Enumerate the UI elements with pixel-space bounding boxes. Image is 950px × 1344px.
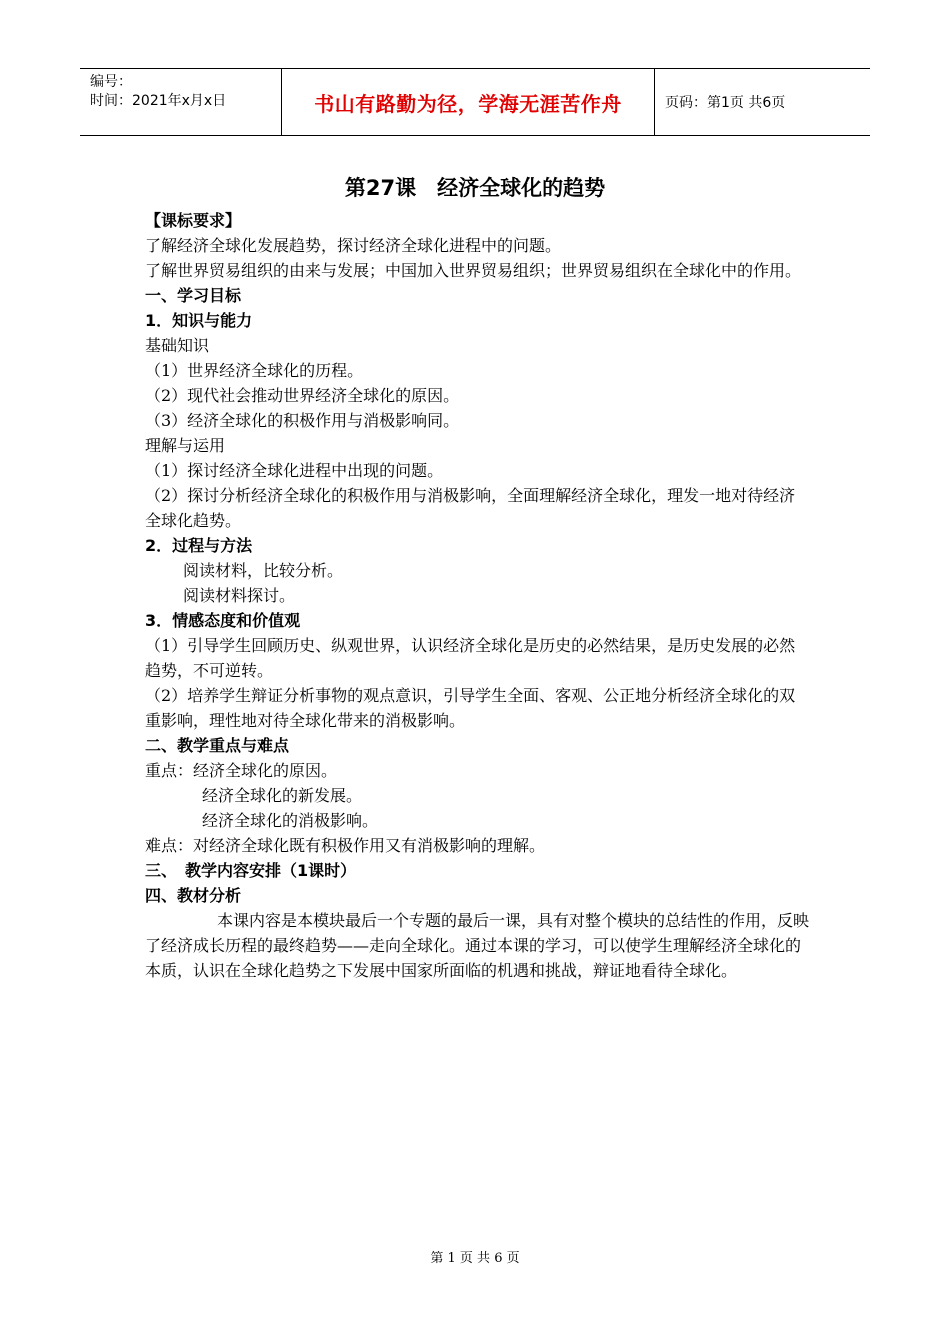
header-table [80,68,870,136]
list-item: （2）现代社会推动世界经济全球化的原因。 [145,386,460,405]
key-point: 经济全球化的消极影响。 [202,811,379,830]
page-title: 第27课 经济全球化的趋势 [344,176,606,200]
list-item: （2）培养学生辩证分析事物的观点意识，引导学生全面、客观、公正地分析经济全球化的双重影响，理性地对待全球化带来的消极影响。 [145,686,796,730]
section-heading: 三、 教学内容安排（1课时） [145,861,357,880]
list-item: （1）世界经济全球化的历程。 [145,361,364,380]
header-motto-cell [281,69,655,135]
section-heading: 四、教材分析 [145,886,242,905]
section-heading: 二、教学重点与难点 [145,736,290,755]
list-item: 阅读材料探讨。 [183,586,296,605]
list-item: 阅读材料，比较分析。 [183,561,344,580]
curriculum-item: 了解世界贸易组织的由来与发展；中国加入世界贸易组织；世界贸易组织在全球化中的作用。 [145,261,802,280]
category-label: 理解与运用 [145,436,226,455]
difficulty-point: 难点：对经济全球化既有积极作用又有消极影响的理解。 [145,836,546,855]
motto: 书山有路勤为径，学海无涯苦作舟 [314,91,622,116]
analysis-paragraph: 本课内容是本模块最后一个专题的最后一课，具有对整个模块的总结性的作用，反映了经济成长历程的最终趋势——走向全球化。通过本课的学习，可以使学生理解经济全球化的本质，认识在全球化趋势之下发展中国家所面临的机遇和挑战，辩证地看待全球化。 [145,911,810,980]
time-label: 时间：2021年x月x日 [90,93,227,109]
list-item: （3）经济全球化的积极作用与消极影响同。 [145,411,460,430]
curriculum-item: 了解经济全球化发展趋势，探讨经济全球化进程中的问题。 [145,236,562,255]
section-heading: 一、学习目标 [145,286,242,305]
subsection-heading: 1．知识与能力 [145,311,253,330]
category-label: 基础知识 [145,336,210,355]
key-point: 重点：经济全球化的原因。 [145,761,338,780]
page-footer: 第 1 页 共 6 页 [430,1251,520,1266]
subsection-heading: 2．过程与方法 [145,536,253,555]
header-meta [80,69,281,135]
document-body [145,208,810,983]
list-item: （2）探讨分析经济全球化的积极作用与消极影响，全面理解经济全球化，理发一地对待经济全球化趋势。 [145,486,796,530]
list-item: （1）探讨经济全球化进程中出现的问题。 [145,461,444,480]
key-point: 经济全球化的新发展。 [202,786,363,805]
subsection-heading: 3．情感态度和价值观 [145,611,301,630]
header-page-info: 页码：第1页 共6页 [665,95,786,111]
list-item: （1）引导学生回顾历史、纵观世界，认识经济全球化是历史的必然结果，是历史发展的必然趋势，不可逆转。 [145,636,796,680]
curriculum-heading: 【课标要求】 [145,211,242,230]
id-label: 编号： [90,74,132,90]
